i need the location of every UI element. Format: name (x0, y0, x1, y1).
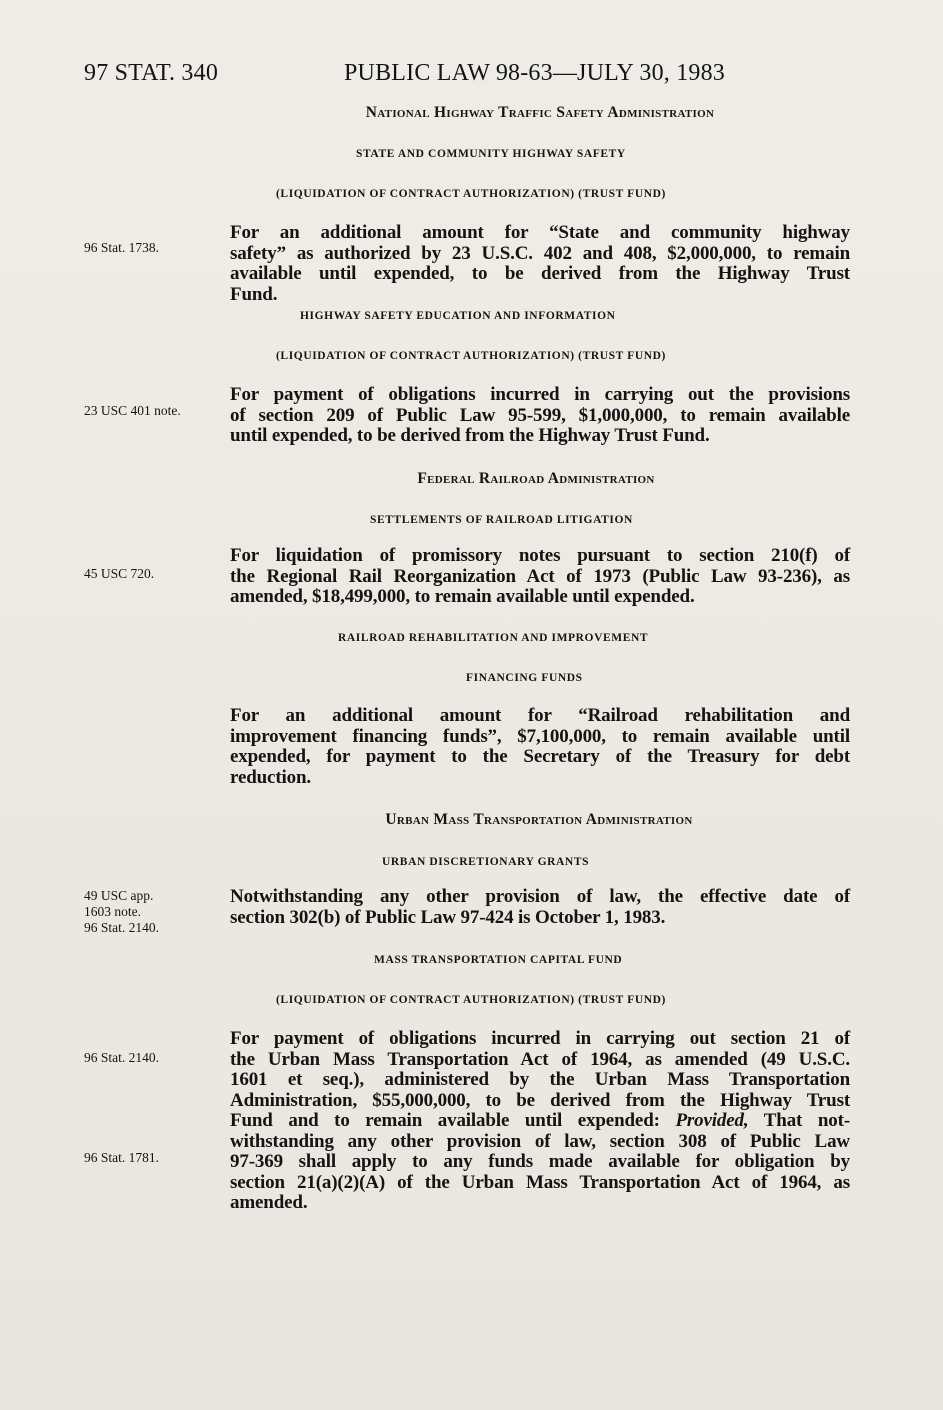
para-line: reduction. (230, 766, 312, 788)
para-line: section 21(a)(2)(A) of the Urban Mass Transportation Act of 1964, as (230, 1171, 850, 1193)
para-line: Administration, $55,000,000, to be derived from the Highway Trust (230, 1089, 850, 1111)
margin-note-96-stat-1781: 96 Stat. 1781. (84, 1150, 160, 1165)
agency-heading-fra-text: Federal Railroad Administration (417, 470, 655, 487)
para-line: expended, for payment to the Secretary of the Treasury for debt (230, 746, 850, 767)
para-line: improvement financing funds”, $7,100,000, to remain available until (230, 725, 850, 747)
paragraph-state-community-highway-safety (230, 223, 850, 305)
heading-urban-discretionary-grants: URBAN DISCRETIONARY GRANTS (382, 856, 590, 868)
paragraph-railroad-rehabilitation (230, 706, 850, 788)
provided-italic: Provided, (675, 1110, 749, 1131)
heading-settlements-railroad-litigation: SETTLEMENTS OF RAILROAD LITIGATION (370, 514, 633, 526)
para-line: safety” as authorized by 23 U.S.C. 402 and 408, $2,000,000, to remain (230, 242, 850, 264)
stat-page-number: 97 STAT. 340 (84, 60, 219, 86)
para-line: 97-369 shall apply to any funds made available for obligation by (230, 1151, 850, 1172)
agency-heading-umta (0, 811, 943, 829)
para-line: the Regional Rail Reorganization Act of 1973 (Public Law 93-236), as (230, 565, 850, 587)
para-fragment: That not- (748, 1110, 850, 1131)
subheading-liquidation-trust-fund-2: (LIQUIDATION OF CONTRACT AUTHORIZATION) (TRUST FUND) (276, 350, 666, 362)
law-title: PUBLIC LAW 98-63—JULY 30, 1983 (344, 60, 725, 86)
para-line: amended. (230, 1192, 308, 1213)
heading-state-community-highway-safety: STATE AND COMMUNITY HIGHWAY SAFETY (356, 148, 626, 160)
subheading-liquidation-trust-fund-1: (LIQUIDATION OF CONTRACT AUTHORIZATION) (TRUST FUND) (276, 188, 666, 200)
para-line: For an additional amount for “Railroad rehabilitation and (230, 705, 850, 726)
agency-heading-fra (0, 470, 943, 488)
para-line: section 302(b) of Public Law 97-424 is October 1, 1983. (230, 906, 666, 928)
margin-note-49-usc-app (84, 888, 159, 936)
para-line: For liquidation of promissory notes pursuant to section 210(f) of (230, 545, 850, 566)
margin-note-line: 1603 note. (84, 904, 141, 919)
para-line: until expended, to be derived from the Highway Trust Fund. (230, 425, 710, 446)
paragraph-mass-transportation-capital-fund (230, 1029, 850, 1214)
heading-highway-safety-education: HIGHWAY SAFETY EDUCATION AND INFORMATION (300, 310, 616, 322)
para-line: Fund. (230, 283, 278, 305)
agency-heading-nhtsa-text: National Highway Traffic Safety Administration (365, 104, 715, 121)
margin-note-96-stat-1738: 96 Stat. 1738. (84, 240, 160, 255)
margin-note-23-usc-401-note: 23 USC 401 note. (84, 403, 181, 418)
paragraph-highway-safety-education (230, 385, 850, 447)
margin-note-45-usc-720: 45 USC 720. (84, 566, 155, 581)
agency-heading-nhtsa (0, 104, 943, 122)
para-line: For an additional amount for “State and community highway (230, 222, 850, 243)
paragraph-settlements-railroad-litigation (230, 546, 850, 608)
subheading-financing-funds: FINANCING FUNDS (466, 672, 583, 684)
para-line: amended, $18,499,000, to remain available until expended. (230, 586, 695, 607)
para-fragment: Fund and to remain available until expended: (230, 1110, 676, 1131)
margin-note-line: 96 Stat. 2140. (84, 920, 160, 935)
margin-note-96-stat-2140: 96 Stat. 2140. (84, 1050, 160, 1065)
subheading-liquidation-trust-fund-3: (LIQUIDATION OF CONTRACT AUTHORIZATION) (TRUST FUND) (276, 994, 666, 1006)
para-line: available until expended, to be derived from the Highway Trust (230, 263, 850, 284)
para-line: For payment of obligations incurred in carrying out section 21 of (230, 1028, 850, 1049)
para-line-provided (230, 1111, 850, 1132)
para-line: withstanding any other provision of law, section 308 of Public Law (230, 1130, 850, 1152)
para-line: For payment of obligations incurred in carrying out the provisions (230, 384, 850, 405)
agency-heading-umta-text: Urban Mass Transportation Administration (385, 811, 693, 828)
heading-mass-transportation-capital-fund: MASS TRANSPORTATION CAPITAL FUND (374, 954, 623, 966)
para-line: of section 209 of Public Law 95-599, $1,000,000, to remain available (230, 404, 850, 426)
heading-railroad-rehabilitation: RAILROAD REHABILITATION AND IMPROVEMENT (338, 632, 649, 644)
para-line: Notwithstanding any other provision of law, the effective date of (230, 886, 850, 907)
margin-note-line: 49 USC app. (84, 888, 154, 903)
paragraph-urban-discretionary-grants (230, 887, 850, 928)
para-line: the Urban Mass Transportation Act of 1964, as amended (49 U.S.C. (230, 1048, 850, 1070)
para-line: 1601 et seq.), administered by the Urban Mass Transportation (230, 1069, 850, 1090)
